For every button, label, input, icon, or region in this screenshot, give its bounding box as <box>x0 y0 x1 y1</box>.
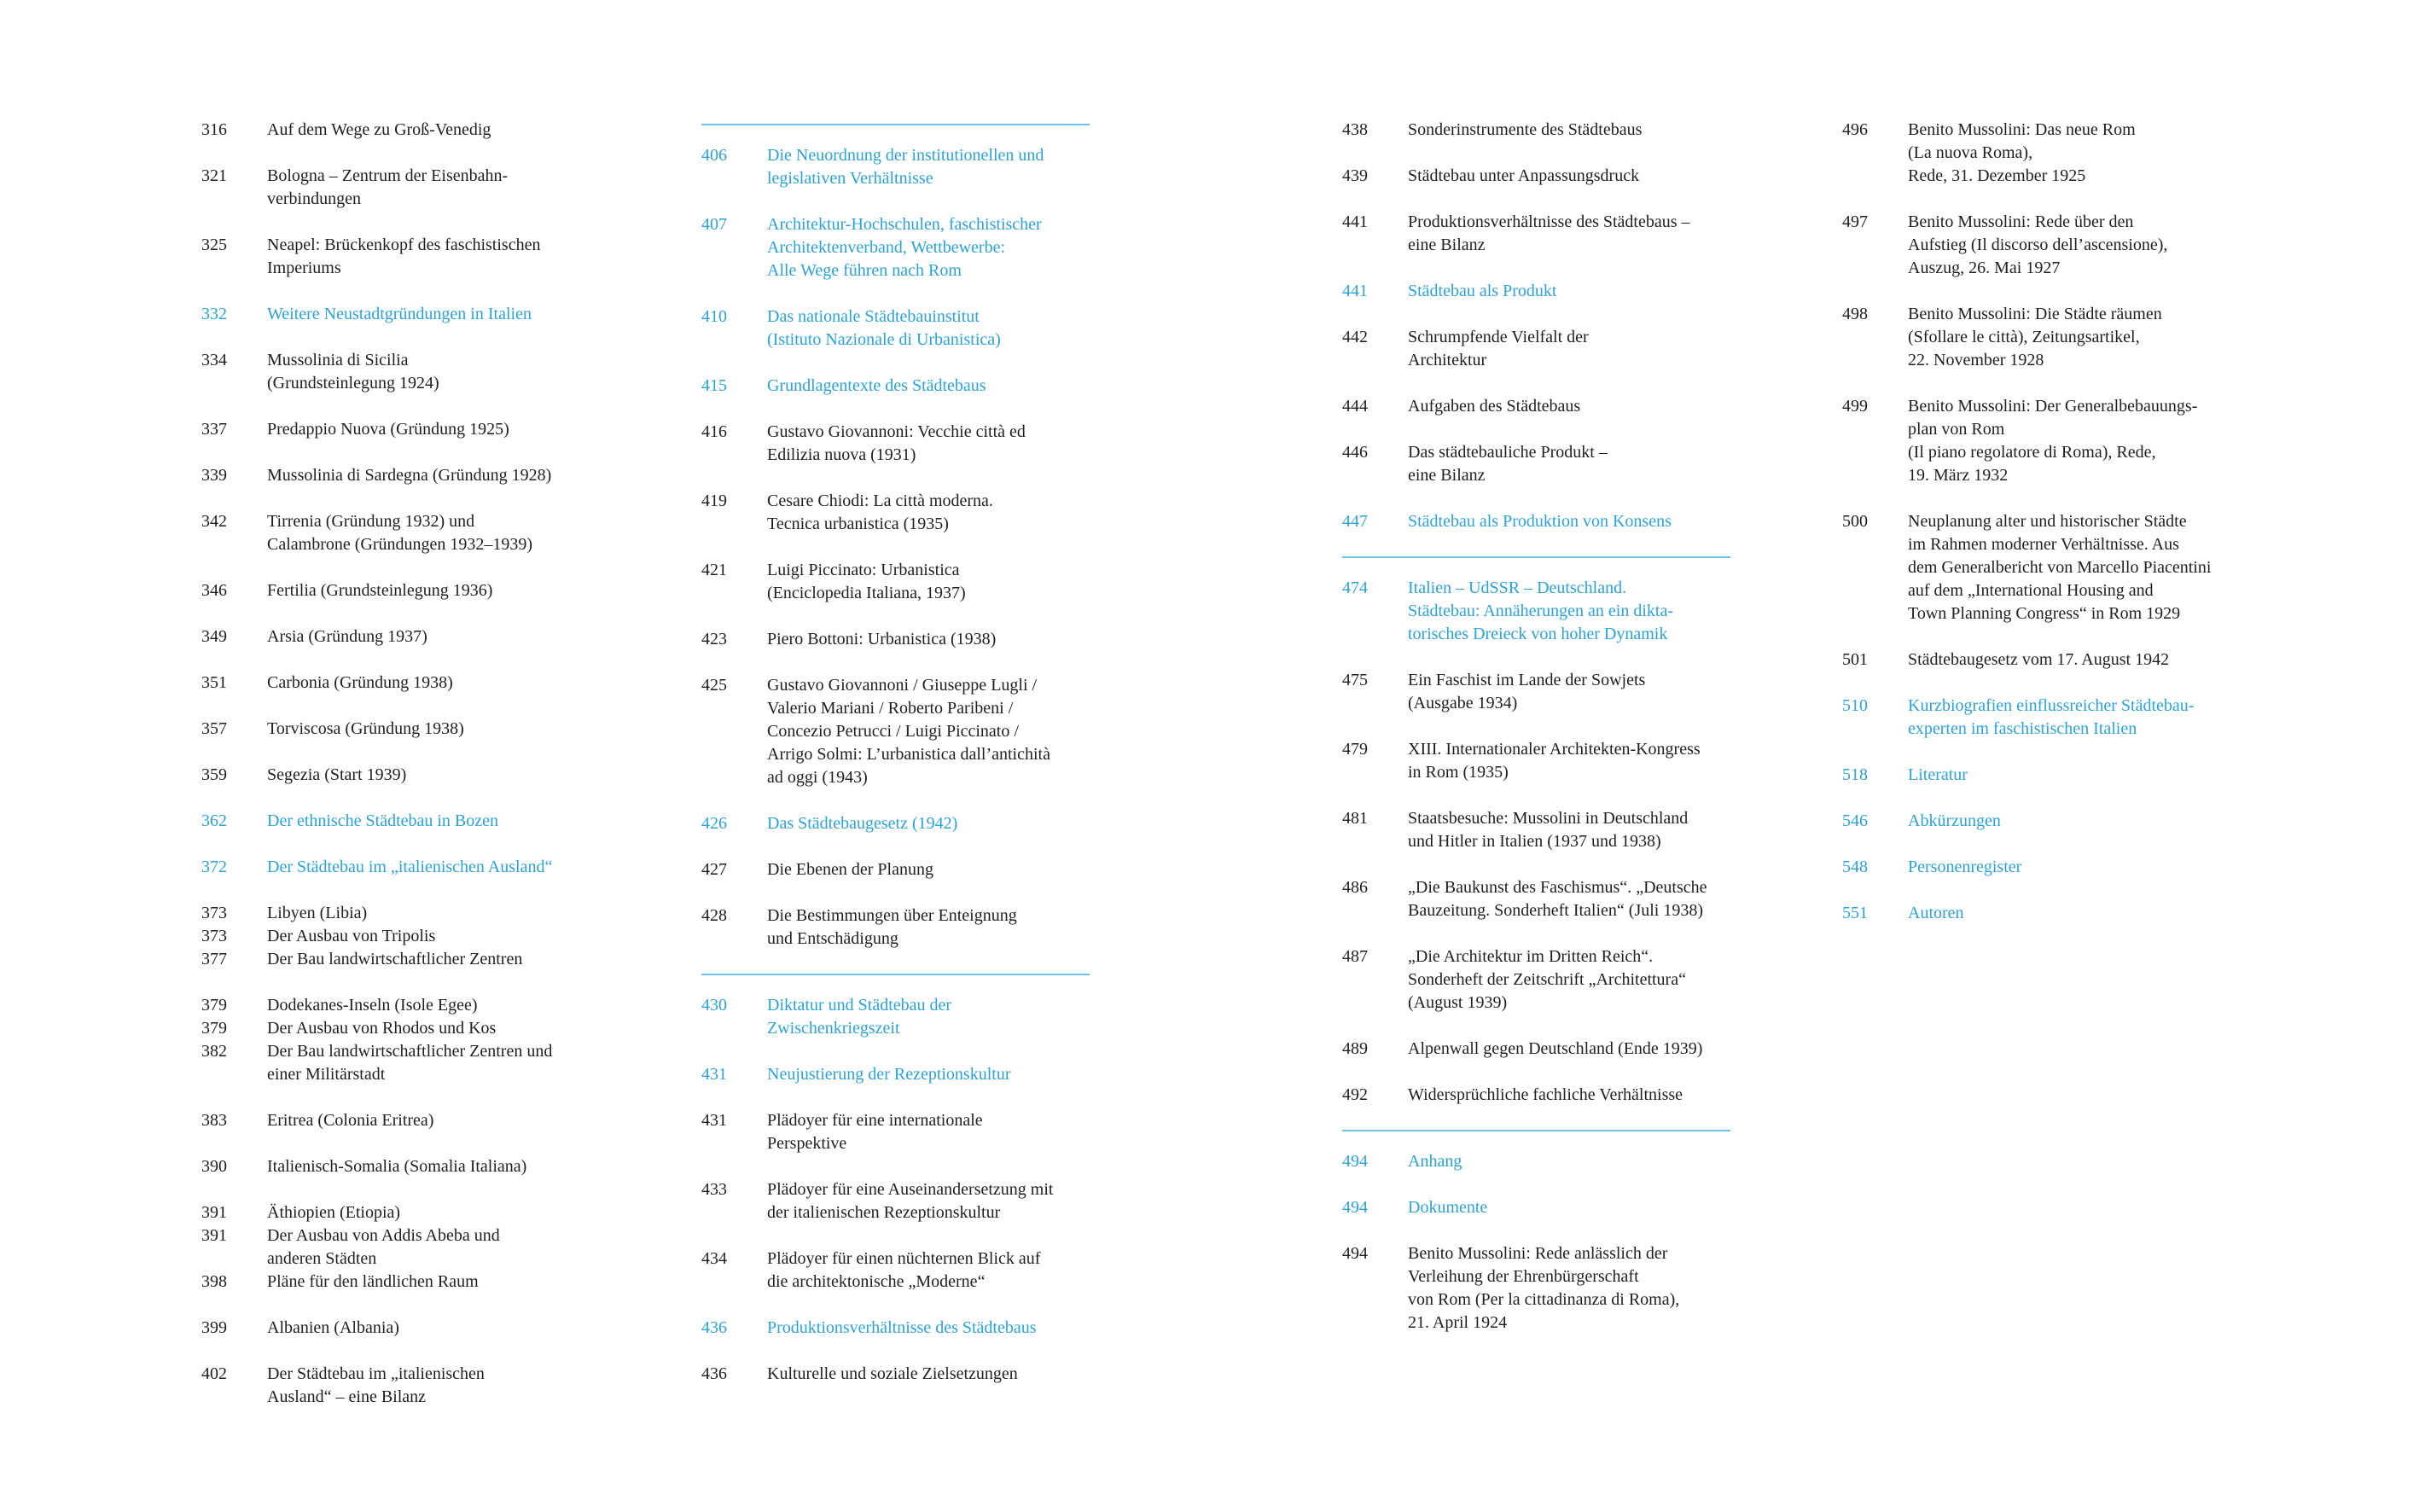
toc-entry <box>201 1363 594 1409</box>
page-number: 434 <box>701 1249 727 1268</box>
page-number: 423 <box>701 630 727 648</box>
entry-title: Literatur <box>1908 765 1968 784</box>
entry-title: „Die Baukunst des Faschismus“. „Deutsche Bauzeitung. Sonderheft Italien“ (Juli 1938) <box>1408 878 1707 920</box>
page-number: 382 <box>201 1042 227 1061</box>
toc-entry <box>701 904 1090 951</box>
entry-title: Personenregister <box>1908 858 2022 876</box>
toc-entry <box>201 579 594 602</box>
toc-entry <box>1342 807 1730 853</box>
page-number: 474 <box>1342 579 1368 597</box>
toc-section-heading <box>1342 1196 1730 1219</box>
entry-title: Der Ausbau von Addis Abeba und anderen Städten <box>267 1226 500 1268</box>
toc-section-heading <box>701 1063 1090 1086</box>
entry-title: Benito Mussolini: Der Generalbebauungs- plan von Rom (Il piano regolatore di Roma), Rede, 19. März 1932 <box>1908 397 2198 485</box>
toc-entry <box>701 1363 1090 1386</box>
page-number: 339 <box>201 466 227 485</box>
toc-entry <box>201 234 594 280</box>
entry-title: Plädoyer für eine Auseinandersetzung mit der italienischen Rezeptionskultur <box>767 1180 1054 1222</box>
entry-title: Kurzbiografien einflussreicher Städtebau- experten im faschistischen Italien <box>1908 696 2195 738</box>
entry-title: Die Neuordnung der institutionellen und legislativen Verhältnisse <box>767 146 1044 188</box>
entry-title: Architektur-Hochschulen, faschistischer Architektenverband, Wettbewerbe: Alle Wege führen nach Rom <box>767 215 1042 280</box>
entry-title: Benito Mussolini: Die Städte räumen (Sfollare le città), Zeitungsartikel, 22. November 1928 <box>1908 305 2162 369</box>
page-number: 334 <box>201 351 227 369</box>
toc-section-heading <box>701 144 1090 190</box>
page-number: 431 <box>701 1111 727 1130</box>
entry-title: Libyen (Libia) <box>267 904 368 922</box>
toc-entry <box>701 1247 1090 1294</box>
page-number: 479 <box>1342 740 1368 759</box>
entry-title: XIII. Internationaler Architekten-Kongress in Rom (1935) <box>1408 740 1701 782</box>
entry-title: Dokumente <box>1408 1198 1488 1217</box>
toc-column-2 <box>701 119 1090 1386</box>
page-number: 357 <box>201 719 227 738</box>
page-number: 501 <box>1842 650 1868 669</box>
entry-title: Neujustierung der Rezeptionskultur <box>767 1065 1011 1084</box>
page-number: 337 <box>201 420 227 439</box>
entry-title: „Die Architektur im Dritten Reich“. Sonderheft der Zeitschrift „Architettura“ (August 1939) <box>1408 947 1686 1012</box>
page-number: 419 <box>701 491 727 510</box>
page-number: 398 <box>201 1272 227 1291</box>
entry-title: Produktionsverhältnisse des Städtebaus <box>767 1318 1037 1337</box>
entry-title: Sonderinstrumente des Städtebaus <box>1408 120 1643 139</box>
toc-entry <box>701 1109 1090 1155</box>
page-number: 362 <box>201 811 227 830</box>
page-number: 349 <box>201 627 227 646</box>
toc-entry <box>1342 119 1730 142</box>
entry-title: Produktionsverhältnisse des Städtebaus – eine Bilanz <box>1408 212 1690 254</box>
toc-entry <box>201 165 594 211</box>
section-divider <box>1342 556 1730 558</box>
entry-title: Der ethnische Städtebau in Bozen <box>267 811 499 830</box>
toc-section-heading <box>201 303 594 326</box>
section-divider <box>1342 1130 1730 1131</box>
toc-section-heading <box>201 856 594 879</box>
entry-title: Fertilia (Grundsteinlegung 1936) <box>267 581 493 600</box>
entry-title: Gustavo Giovannoni: Vecchie città ed Edilizia nuova (1931) <box>767 422 1026 464</box>
entry-title: Städtebaugesetz vom 17. August 1942 <box>1908 650 2170 669</box>
page-number: 486 <box>1342 878 1368 897</box>
entry-title: Cesare Chiodi: La città moderna. Tecnica urbanistica (1935) <box>767 491 993 533</box>
page-number: 431 <box>701 1065 727 1084</box>
page-number: 546 <box>1842 811 1868 830</box>
entry-title: Mussolinia di Sicilia (Grundsteinlegung 1924) <box>267 351 439 393</box>
entry-title: Die Ebenen der Planung <box>767 860 933 879</box>
page-number: 438 <box>1342 120 1368 139</box>
page-number: 373 <box>201 927 227 945</box>
toc-entry <box>701 628 1090 651</box>
entry-title: Gustavo Giovannoni / Giuseppe Lugli / Valerio Mariani / Roberto Paribeni / Concezio Petrucci / Luigi Piccinato / Arrigo Solmi: L’urbanistica dall’antichità ad oggi (1943) <box>767 676 1050 787</box>
entry-title: Kulturelle und soziale Zielsetzungen <box>767 1364 1018 1383</box>
entry-title: Segezia (Start 1939) <box>267 765 407 784</box>
toc-section-heading <box>1342 1150 1730 1173</box>
toc-entry <box>1342 211 1730 257</box>
toc-entry <box>701 674 1090 789</box>
entry-title: Auf dem Wege zu Groß-Venedig <box>267 120 491 139</box>
toc-column-3 <box>1342 119 1730 1335</box>
toc-entry <box>1342 669 1730 715</box>
page-number: 359 <box>201 765 227 784</box>
entry-title: Das städtebauliche Produkt – eine Bilanz <box>1408 443 1608 485</box>
page-number: 425 <box>701 676 727 695</box>
page-number: 373 <box>201 904 227 922</box>
toc-entry <box>1342 395 1730 418</box>
toc-entry <box>701 490 1090 536</box>
entry-title: Der Städtebau im „italienischen Ausland“ <box>267 858 553 876</box>
entry-title: Alpenwall gegen Deutschland (Ende 1939) <box>1408 1039 1703 1058</box>
page-number: 492 <box>1342 1085 1368 1104</box>
entry-title: Italien – UdSSR – Deutschland. Städtebau: Annäherungen an ein dikta- torisches Dreieck von hoher Dynamik <box>1408 579 1674 643</box>
page-number: 399 <box>201 1318 227 1337</box>
toc-entry <box>201 1155 594 1178</box>
toc-section-heading <box>201 810 594 833</box>
page-number: 379 <box>201 996 227 1015</box>
page-number: 551 <box>1842 904 1868 922</box>
page-number: 494 <box>1342 1244 1368 1263</box>
toc-entry <box>1342 1084 1730 1107</box>
toc-section-heading <box>1342 280 1730 303</box>
entry-title: Grundlagentexte des Städtebaus <box>767 376 986 395</box>
toc-section-heading <box>1842 764 2230 787</box>
entry-title: Der Bau landwirtschaftlicher Zentren und einer Militärstadt <box>267 1042 553 1084</box>
page-number: 410 <box>701 307 727 326</box>
entry-title: Autoren <box>1908 904 1964 922</box>
toc-section-heading <box>701 375 1090 398</box>
entry-title: Der Ausbau von Rhodos und Kos <box>267 1019 497 1038</box>
toc-entry <box>1842 211 2230 280</box>
page-number: 402 <box>201 1364 227 1383</box>
entry-title: Benito Mussolini: Rede anlässlich der Verleihung der Ehrenbürgerschaft von Rom (Per la cittadinanza di Roma), 21. April 1924 <box>1408 1244 1680 1332</box>
page-number: 377 <box>201 950 227 968</box>
toc-entry <box>201 1224 594 1271</box>
page-number: 494 <box>1342 1198 1368 1217</box>
entry-title: Italienisch-Somalia (Somalia Italiana) <box>267 1157 527 1176</box>
toc-entry <box>1342 1242 1730 1335</box>
page-number: 379 <box>201 1019 227 1038</box>
page-number: 427 <box>701 860 727 879</box>
entry-title: Widersprüchliche fachliche Verhältnisse <box>1408 1085 1683 1104</box>
toc-entry <box>201 1201 594 1224</box>
page-number: 496 <box>1842 120 1868 139</box>
toc-entry <box>201 672 594 695</box>
page-number: 316 <box>201 120 227 139</box>
entry-title: Albanien (Albania) <box>267 1318 399 1337</box>
toc-entry <box>201 1017 594 1040</box>
toc-entry <box>1842 648 2230 672</box>
entry-title: Piero Bottoni: Urbanistica (1938) <box>767 630 997 648</box>
page-number: 351 <box>201 673 227 692</box>
page-number: 415 <box>701 376 727 395</box>
entry-title: Neuplanung alter und historischer Städte im Rahmen moderner Verhältnisse. Aus dem Generalbericht von Marcello Piacentini auf dem „International Housing and Town Planning Congress“ in Rom 1929 <box>1908 512 2212 623</box>
entry-title: Neapel: Brückenkopf des faschistischen Imperiums <box>267 236 541 277</box>
entry-title: Der Städtebau im „italienischen Ausland“ – eine Bilanz <box>267 1364 485 1406</box>
toc-entry <box>701 1178 1090 1224</box>
page-number: 494 <box>1342 1152 1368 1171</box>
toc-section-heading <box>701 994 1090 1040</box>
page-number: 406 <box>701 146 727 165</box>
toc-entry <box>1342 165 1730 188</box>
page-number: 518 <box>1842 765 1868 784</box>
page-number: 447 <box>1342 512 1368 531</box>
page-number: 498 <box>1842 305 1868 323</box>
entry-title: Carbonia (Gründung 1938) <box>267 673 453 692</box>
page-number: 321 <box>201 166 227 185</box>
section-divider <box>701 974 1090 975</box>
page-number: 487 <box>1342 947 1368 966</box>
entry-title: Der Ausbau von Tripolis <box>267 927 436 945</box>
page-number: 426 <box>701 814 727 833</box>
page-number: 433 <box>701 1180 727 1199</box>
toc-entry <box>1342 945 1730 1015</box>
page-number: 325 <box>201 236 227 254</box>
page-number: 421 <box>701 561 727 579</box>
entry-title: Arsia (Gründung 1937) <box>267 627 427 646</box>
entry-title: Benito Mussolini: Rede über den Aufstieg (Il discorso dell’ascensione), Auszug, 26. Mai 1927 <box>1908 212 2168 277</box>
entry-title: Dodekanes-Inseln (Isole Egee) <box>267 996 478 1015</box>
entry-title: Torviscosa (Gründung 1938) <box>267 719 464 738</box>
entry-title: Weitere Neustadtgründungen in Italien <box>267 305 532 323</box>
toc-section-heading <box>701 1317 1090 1340</box>
toc-entry <box>1342 326 1730 372</box>
toc-section-heading <box>701 213 1090 282</box>
page-number: 500 <box>1842 512 1868 531</box>
toc-section-heading <box>701 305 1090 352</box>
page-number: 436 <box>701 1318 727 1337</box>
entry-title: Eritrea (Colonia Eritrea) <box>267 1111 434 1130</box>
page-number: 430 <box>701 996 727 1015</box>
toc-entry <box>701 858 1090 881</box>
page-number: 497 <box>1842 212 1868 231</box>
page-number: 407 <box>701 215 727 234</box>
toc-entry <box>1842 303 2230 372</box>
toc-section-heading <box>1842 856 2230 879</box>
section-divider <box>701 124 1090 125</box>
toc-section-heading <box>1842 810 2230 833</box>
page-number: 383 <box>201 1111 227 1130</box>
toc-entry <box>201 418 594 441</box>
toc-section-heading <box>1342 510 1730 533</box>
entry-title: Äthiopien (Etiopia) <box>267 1203 401 1222</box>
page-number: 439 <box>1342 166 1368 185</box>
toc-entry <box>201 119 594 142</box>
page-number: 342 <box>201 512 227 531</box>
page-number: 548 <box>1842 858 1868 876</box>
entry-title: Staatsbesuche: Mussolini in Deutschland und Hitler in Italien (1937 und 1938) <box>1408 809 1689 851</box>
toc-entry <box>1342 876 1730 922</box>
page-number: 390 <box>201 1157 227 1176</box>
toc-column-1 <box>201 119 594 1409</box>
entry-title: Das Städtebaugesetz (1942) <box>767 814 958 833</box>
entry-title: Das nationale Städtebauinstitut (Istituto Nazionale di Urbanistica) <box>767 307 1001 349</box>
toc-entry <box>201 1109 594 1132</box>
page-number: 346 <box>201 581 227 600</box>
entry-title: Städtebau als Produktion von Konsens <box>1408 512 1672 531</box>
toc-entry <box>201 1271 594 1294</box>
toc-section-heading <box>701 812 1090 835</box>
entry-title: Der Bau landwirtschaftlicher Zentren <box>267 950 523 968</box>
entry-title: Aufgaben des Städtebaus <box>1408 397 1581 416</box>
toc-entry <box>201 349 594 395</box>
page-number: 372 <box>201 858 227 876</box>
entry-title: Bologna – Zentrum der Eisenbahn- verbindungen <box>267 166 509 208</box>
toc-entry <box>1342 1038 1730 1061</box>
page-number: 481 <box>1342 809 1368 828</box>
entry-title: Pläne für den ländlichen Raum <box>267 1272 479 1291</box>
page-number: 444 <box>1342 397 1368 416</box>
toc-entry <box>701 559 1090 605</box>
toc-entry <box>201 1040 594 1086</box>
entry-title: Städtebau als Produkt <box>1408 282 1557 300</box>
page-number: 436 <box>701 1364 727 1383</box>
toc-entry <box>701 421 1090 467</box>
page-number: 441 <box>1342 212 1368 231</box>
page-number: 442 <box>1342 328 1368 346</box>
toc-entry <box>201 764 594 787</box>
entry-title: Plädoyer für eine internationale Perspektive <box>767 1111 983 1153</box>
page-number: 441 <box>1342 282 1368 300</box>
entry-title: Plädoyer für einen nüchternen Blick auf die architektonische „Moderne“ <box>767 1249 1041 1291</box>
page-number: 489 <box>1342 1039 1368 1058</box>
page-number: 332 <box>201 305 227 323</box>
toc-entry <box>201 718 594 741</box>
page-number: 428 <box>701 906 727 925</box>
entry-title: Luigi Piccinato: Urbanistica (Enciclopedia Italiana, 1937) <box>767 561 966 602</box>
page-number: 391 <box>201 1203 227 1222</box>
toc-entry <box>201 1317 594 1340</box>
toc-entry <box>201 902 594 925</box>
entry-title: Benito Mussolini: Das neue Rom (La nuova Roma), Rede, 31. Dezember 1925 <box>1908 120 2136 185</box>
entry-title: Städtebau unter Anpassungsdruck <box>1408 166 1640 185</box>
page-number: 391 <box>201 1226 227 1245</box>
toc-entry <box>1842 119 2230 188</box>
toc-section-heading <box>1842 902 2230 925</box>
toc-entry <box>1842 510 2230 625</box>
toc-entry <box>201 510 594 556</box>
page-number: 475 <box>1342 671 1368 689</box>
entry-title: Diktatur und Städtebau der Zwischenkriegszeit <box>767 996 952 1038</box>
entry-title: Predappio Nuova (Gründung 1925) <box>267 420 509 439</box>
toc-entry <box>1842 395 2230 487</box>
toc-entry <box>201 464 594 487</box>
toc-entry <box>201 948 594 971</box>
toc-section-heading <box>1842 695 2230 741</box>
entry-title: Abkürzungen <box>1908 811 2001 830</box>
toc-entry <box>201 925 594 948</box>
page-number: 446 <box>1342 443 1368 462</box>
entry-title: Mussolinia di Sardegna (Gründung 1928) <box>267 466 552 485</box>
page-number: 510 <box>1842 696 1868 715</box>
toc-column-4 <box>1842 119 2230 925</box>
toc-entry <box>201 625 594 648</box>
entry-title: Die Bestimmungen über Enteignung und Entschädigung <box>767 906 1017 948</box>
entry-title: Ein Faschist im Lande der Sowjets (Ausgabe 1934) <box>1408 671 1646 712</box>
toc-entry <box>201 994 594 1017</box>
entry-title: Schrumpfende Vielfalt der Architektur <box>1408 328 1589 369</box>
entry-title: Anhang <box>1408 1152 1462 1171</box>
toc-entry <box>1342 441 1730 487</box>
page-number: 499 <box>1842 397 1868 416</box>
page-number: 416 <box>701 422 727 441</box>
toc-section-heading <box>1342 577 1730 646</box>
entry-title: Tirrenia (Gründung 1932) und Calambrone (Gründungen 1932–1939) <box>267 512 533 554</box>
toc-entry <box>1342 738 1730 784</box>
